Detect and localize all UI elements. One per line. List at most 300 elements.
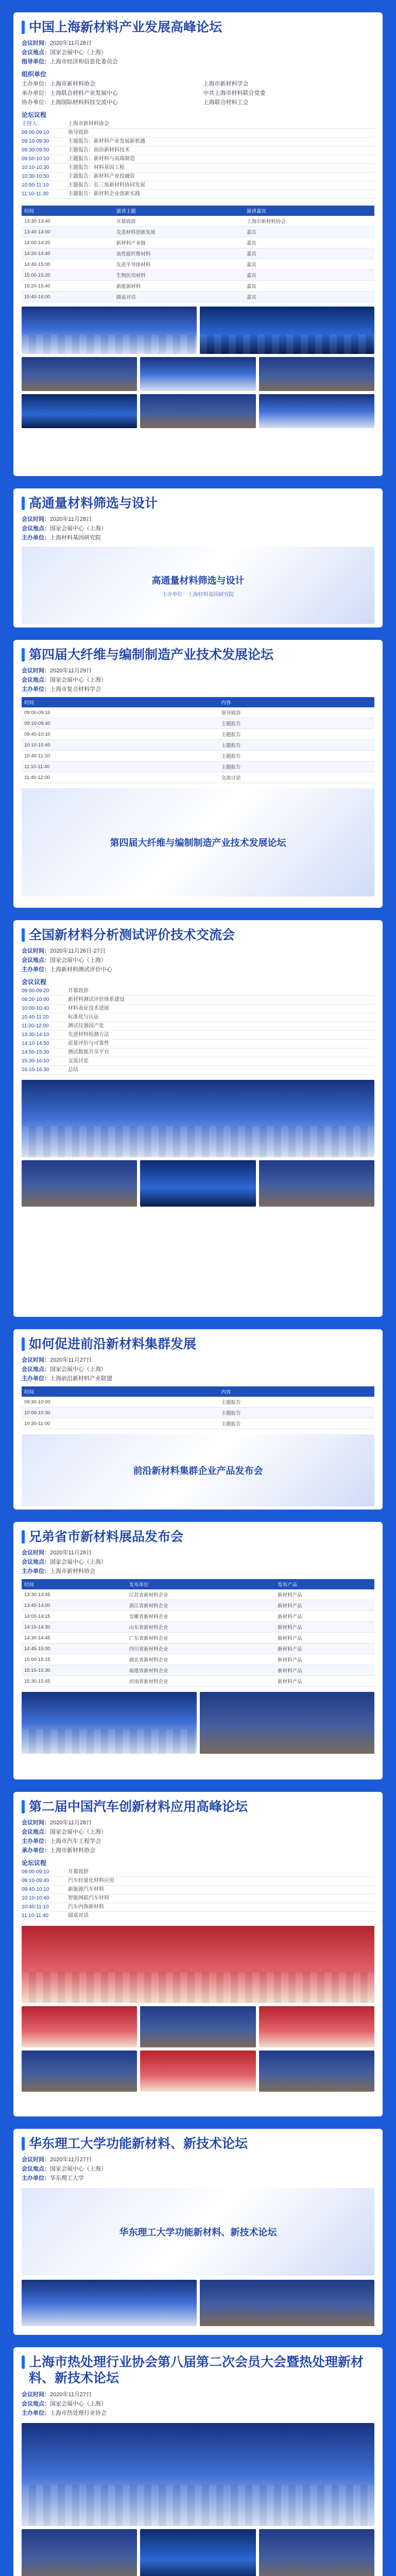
meta-row xyxy=(22,685,374,694)
table-cell: 安徽省新材料企业 xyxy=(127,1611,275,1622)
meta-value: 国家会展中心（上海） xyxy=(50,1559,107,1566)
photo-grid xyxy=(22,307,374,354)
table-row xyxy=(22,216,374,227)
table-cell: 10:10-10:40 xyxy=(22,740,219,751)
agenda-row xyxy=(22,190,374,199)
table-row xyxy=(22,1643,374,1654)
agenda-row xyxy=(22,164,374,173)
organizers-heading: 组织单位 xyxy=(22,71,47,78)
table-cell: 新材料产品 xyxy=(275,1643,374,1654)
agenda-row xyxy=(22,996,374,1005)
table-cell: 嘉宾 xyxy=(244,270,374,281)
event-photo xyxy=(22,1926,374,2003)
table-row xyxy=(22,238,374,248)
table-cell: 13:40-14:00 xyxy=(22,227,114,238)
section-forum-6 xyxy=(13,1522,383,1780)
table-header-cell: 内容 xyxy=(219,1386,375,1397)
organizer-line: 承办单位：上海联合材料产业发展中心 xyxy=(22,90,118,97)
table-cell: 14:00-14:15 xyxy=(22,1611,127,1622)
event-photo xyxy=(140,2050,255,2092)
agenda-item: 主题报告：新材料企业创新实践 xyxy=(68,191,140,197)
meta-value: 2020年11月27日 xyxy=(50,2391,92,2398)
table-cell: 15:00-15:20 xyxy=(22,270,114,281)
agenda-time: 15:30-16:10 xyxy=(22,1058,49,1064)
agenda-row xyxy=(22,1005,374,1013)
meta-block xyxy=(22,1548,374,1576)
title-bar-icon xyxy=(22,2355,25,2369)
photo-grid xyxy=(22,1160,374,1207)
table-row xyxy=(22,1418,374,1429)
meta-value: 2020年11月29日 xyxy=(50,668,92,674)
agenda-item: 主题报告：前沿新材料技术 xyxy=(68,147,130,154)
table-cell: 主题报告 xyxy=(219,751,375,761)
table-header-cell: 发布单位 xyxy=(127,1579,275,1589)
meta-row xyxy=(22,57,374,66)
meta-row xyxy=(22,1827,374,1837)
agenda-row xyxy=(22,987,374,996)
table-row xyxy=(22,718,374,729)
table-cell: 13:30-13:45 xyxy=(22,1589,127,1600)
meta-label: 会议时间： xyxy=(22,668,50,674)
agenda-row xyxy=(22,1912,374,1921)
table-cell: 开幕致辞 xyxy=(114,216,244,227)
table-cell: 15:30-15:45 xyxy=(22,1676,127,1687)
table-cell: 09:40-10:10 xyxy=(22,729,219,740)
agenda-row xyxy=(22,1894,374,1903)
agenda-item: 材料表征技术进展 xyxy=(68,1006,109,1012)
table-cell: 新能源材料 xyxy=(114,281,244,292)
agenda-heading: 论坛议程 xyxy=(22,111,47,119)
section-forum-8 xyxy=(13,2129,383,2335)
agenda-row xyxy=(22,1031,374,1040)
meta-value: 上海前沿新材料产业联盟 xyxy=(50,1376,112,1382)
table-cell: 四川省新材料企业 xyxy=(127,1643,275,1654)
meta-value: 国家会展中心（上海） xyxy=(50,49,107,56)
event-photo xyxy=(22,2529,137,2576)
meta-label: 主办单位： xyxy=(22,967,50,973)
table-cell: 生物医用材料 xyxy=(114,270,244,281)
meta-label: 会议时间： xyxy=(22,1820,50,1826)
meta-label: 主办单位： xyxy=(22,1838,50,1845)
agenda-time: 10:50-11:10 xyxy=(22,182,49,189)
table-cell: 新材料产业链 xyxy=(114,238,244,248)
meta-row xyxy=(22,39,374,48)
meta-label: 主办单位： xyxy=(22,2175,50,2182)
meta-row xyxy=(22,675,374,685)
event-photo xyxy=(22,1080,374,1157)
meta-value: 上海新材料测试评价中心 xyxy=(50,967,112,973)
table-header-cell: 时间 xyxy=(22,206,114,216)
banner-title: 华东理工大学功能新材料、新技术论坛 xyxy=(119,2227,277,2238)
table-cell: 嘉宾 xyxy=(244,227,374,238)
agenda-row xyxy=(22,1868,374,1877)
meta-row xyxy=(22,2164,374,2174)
section-title xyxy=(22,2354,374,2387)
meta-value: 上海市汽车工程学会 xyxy=(50,1838,101,1845)
meta-label: 主办单位： xyxy=(22,1568,50,1575)
meta-row xyxy=(22,524,374,533)
agenda-item: 测试仪器国产化 xyxy=(68,1023,104,1029)
meta-row xyxy=(22,965,374,974)
agenda-time: 11:10-11:30 xyxy=(22,191,48,197)
meta-value: 上海市新材料协会 xyxy=(50,1568,95,1575)
agenda-time: 09:20-10:00 xyxy=(22,997,49,1003)
agenda-row xyxy=(22,1877,374,1886)
section-title xyxy=(22,20,374,36)
meta-value: 国家会展中心（上海） xyxy=(50,957,107,964)
event-photo xyxy=(140,357,255,391)
agenda-item: 交流讨论 xyxy=(68,1058,89,1064)
event-photo xyxy=(259,357,374,391)
agenda-item: 质量评价与可靠性 xyxy=(68,1041,109,1047)
meta-label: 主办单位： xyxy=(22,1376,50,1382)
table-row xyxy=(22,1676,374,1687)
event-photo xyxy=(140,394,255,428)
photo-grid xyxy=(22,357,374,428)
table-cell: 高性能纤维材料 xyxy=(114,248,244,259)
event-photo xyxy=(22,2423,374,2526)
title-bar-icon xyxy=(22,648,25,662)
meta-block xyxy=(22,515,374,543)
meta-value: 2020年11月27日 xyxy=(50,1357,92,1364)
meta-row xyxy=(22,2399,374,2409)
table-row xyxy=(22,270,374,281)
agenda-time: 10:30-10:50 xyxy=(22,174,49,180)
event-photo xyxy=(140,1160,255,1207)
agenda-row xyxy=(22,155,374,164)
table-row xyxy=(22,751,374,761)
table-row xyxy=(22,1589,374,1600)
agenda-item: 测试数据共享平台 xyxy=(68,1049,109,1056)
agenda-item: 汽车内饰新材料 xyxy=(68,1904,104,1910)
meta-value: 2020年11月28日 xyxy=(50,1550,92,1556)
meta-label: 会议地点： xyxy=(22,526,50,532)
meta-row xyxy=(22,1567,374,1576)
table-row xyxy=(22,1622,374,1633)
meta-label: 会议时间： xyxy=(22,516,50,523)
event-photo xyxy=(259,2050,374,2092)
table-header-cell: 演讲嘉宾 xyxy=(244,206,374,216)
meta-row xyxy=(22,946,374,956)
table-cell: 15:00-15:15 xyxy=(22,1654,127,1665)
table-row xyxy=(22,1600,374,1611)
agenda-item: 主题报告：长三角新材料协同发展 xyxy=(68,182,145,189)
agenda-time: 10:40-11:20 xyxy=(22,1014,49,1021)
table-cell: 交流讨论 xyxy=(219,772,375,783)
agenda-time: 14:10-14:50 xyxy=(22,1041,49,1047)
meta-block xyxy=(22,1818,374,1855)
banner-title: 前沿新材料集群企业产品发布会 xyxy=(133,1466,263,1477)
table-cell: 新材料产品 xyxy=(275,1611,374,1622)
meta-value: 国家会展中心（上海） xyxy=(50,1366,107,1373)
agenda-time: 09:40-10:10 xyxy=(22,1887,49,1893)
table-header-cell: 演讲主题 xyxy=(114,206,244,216)
agenda-item: 总结 xyxy=(68,1067,78,1073)
organizer-line: 上海联合材料工会 xyxy=(203,99,249,106)
event-photo xyxy=(22,2050,137,2092)
table-row xyxy=(22,761,374,772)
meta-row xyxy=(22,1374,374,1383)
table-cell: 新材料产品 xyxy=(275,1633,374,1643)
meta-row xyxy=(22,1548,374,1557)
table-cell: 先进半导体材料 xyxy=(114,259,244,270)
event-photo xyxy=(259,1160,374,1207)
agenda-heading: 会议议程 xyxy=(22,978,47,986)
table-row xyxy=(22,772,374,783)
meta-row xyxy=(22,956,374,965)
meta-row xyxy=(22,533,374,543)
table-row xyxy=(22,259,374,270)
agenda-row xyxy=(22,129,374,138)
event-photo xyxy=(259,2529,374,2576)
event-photo xyxy=(259,2006,374,2047)
section-title-text: 华东理工大学功能新材料、新技术论坛 xyxy=(29,2137,248,2151)
agenda-row xyxy=(22,1903,374,1912)
table-row xyxy=(22,707,374,718)
table-cell: 11:40-12:00 xyxy=(22,772,219,783)
table-cell: 09:00-09:10 xyxy=(22,707,219,718)
table-cell: 主题报告 xyxy=(219,718,375,729)
agenda-item: 汽车轻量化材料应用 xyxy=(68,1878,114,1884)
organizer-line: 协办单位：上海国际材料科技交流中心 xyxy=(22,99,118,106)
agenda-item: 圆桌对话 xyxy=(68,1913,89,1919)
meta-label: 指导单位： xyxy=(22,59,50,65)
table-cell: 15:40-16:00 xyxy=(22,292,114,302)
agenda-list xyxy=(22,987,374,1075)
table-cell: 09:30-10:00 xyxy=(22,1397,219,1408)
table-cell: 14:00-14:20 xyxy=(22,238,114,248)
table-cell: 14:40-15:00 xyxy=(22,259,114,270)
meta-row xyxy=(22,1837,374,1846)
agenda-item: 主题报告：新材料与高端制造 xyxy=(68,156,135,162)
table-header-row xyxy=(22,1579,374,1589)
table-body xyxy=(22,707,374,783)
agenda-row xyxy=(22,1057,374,1066)
meta-label: 会议地点： xyxy=(22,1559,50,1566)
agenda-row xyxy=(22,1048,374,1057)
table-cell: 江苏省新材料企业 xyxy=(127,1589,275,1600)
table-header-cell: 时间 xyxy=(22,1579,127,1589)
table-header-row xyxy=(22,206,374,216)
event-photo xyxy=(22,2006,137,2047)
section-title xyxy=(22,647,374,663)
meta-row xyxy=(22,2409,374,2418)
meta-value: 国家会展中心（上海） xyxy=(50,2166,107,2173)
event-photo xyxy=(22,307,197,354)
title-bar-icon xyxy=(22,1337,25,1351)
agenda-item: 新材料测试评价体系建设 xyxy=(68,997,125,1003)
meta-label: 承办单位： xyxy=(22,1848,50,1854)
table-body xyxy=(22,216,374,302)
agenda-row xyxy=(22,1886,374,1894)
meta-value: 华东理工大学 xyxy=(50,2175,84,2182)
meta-value: 上海市复合材料学会 xyxy=(50,686,101,693)
table-header-cell: 发布产品 xyxy=(275,1579,374,1589)
agenda-list xyxy=(22,1868,374,1921)
agenda-time: 09:50-10:10 xyxy=(22,156,49,162)
table-cell: 13:30-13:40 xyxy=(22,216,114,227)
banner-title: 高通量材料筛选与设计 xyxy=(151,575,245,586)
event-photo xyxy=(200,1692,375,1754)
table-cell: 14:45-15:00 xyxy=(22,1643,127,1654)
banner-title: 第四届大纤维与编制制造产业技术发展论坛 xyxy=(110,838,286,849)
agenda-row xyxy=(22,138,374,146)
photo-grid xyxy=(22,2006,374,2092)
organizer-line: 上海市新材料学会 xyxy=(203,81,249,88)
title-bar-icon xyxy=(22,497,25,510)
table-cell: 14:20-14:40 xyxy=(22,248,114,259)
table-header-cell: 内容 xyxy=(219,697,375,707)
forum-banner xyxy=(22,1434,374,1506)
agenda-item: 智能网联汽车材料 xyxy=(68,1895,109,1902)
meta-row xyxy=(22,1355,374,1365)
meta-row xyxy=(22,1365,374,1374)
organizers-left xyxy=(22,79,193,107)
meta-value: 2020年11月27日 xyxy=(50,2157,92,2163)
meta-label: 会议时间： xyxy=(22,948,50,955)
meta-block xyxy=(22,2390,374,2418)
table-row xyxy=(22,281,374,292)
meta-block xyxy=(22,946,374,974)
meta-value: 上海市新材料协会 xyxy=(50,1848,95,1854)
agenda-time: 10:40-11:10 xyxy=(22,1904,49,1910)
event-photo xyxy=(22,2280,197,2326)
table-cell: 福建省新材料企业 xyxy=(127,1665,275,1676)
section-forum-5 xyxy=(13,1329,383,1510)
section-title xyxy=(22,2136,374,2152)
table-row xyxy=(22,1397,374,1408)
agenda-time: 09:00-09:10 xyxy=(22,1869,49,1875)
table-cell: 主题报告 xyxy=(219,1418,375,1429)
meta-row xyxy=(22,2174,374,2183)
table-row xyxy=(22,1611,374,1622)
photo-grid xyxy=(22,2280,374,2326)
table-cell: 主题报告 xyxy=(219,1397,375,1408)
schedule-table xyxy=(22,697,374,783)
table-row xyxy=(22,729,374,740)
agenda-time: 16:10-16:30 xyxy=(22,1067,49,1073)
meta-label: 会议时间： xyxy=(22,1550,50,1556)
section-forum-9 xyxy=(13,2347,383,2576)
table-cell: 10:40-11:10 xyxy=(22,751,219,761)
section-title xyxy=(22,1336,374,1352)
meta-row xyxy=(22,2390,374,2399)
table-cell: 11:10-11:40 xyxy=(22,761,219,772)
agenda-list xyxy=(22,120,374,199)
meta-label: 会议时间： xyxy=(22,40,50,47)
meta-row xyxy=(22,1818,374,1827)
section-title-text: 上海市热处理行业协会第八届第二次会员大会暨热处理新材料、新技术论坛 xyxy=(29,2355,364,2386)
event-photo xyxy=(200,2280,375,2326)
table-cell: 河南省新材料企业 xyxy=(127,1676,275,1687)
banner-subtitle: 主办单位：上海材料基因研究院 xyxy=(162,591,234,598)
agenda-time: 09:10-09:30 xyxy=(22,139,49,145)
table-cell: 嘉宾 xyxy=(244,238,374,248)
table-cell: 14:30-14:45 xyxy=(22,1633,127,1643)
table-header-cell: 时间 xyxy=(22,1386,219,1397)
table-cell: 10:30-11:00 xyxy=(22,1418,219,1429)
table-cell: 浙江省新材料企业 xyxy=(127,1600,275,1611)
table-header-row xyxy=(22,697,374,707)
agenda-item: 开幕致辞 xyxy=(68,1869,89,1875)
table-cell: 嘉宾 xyxy=(244,281,374,292)
meta-value: 国家会展中心（上海） xyxy=(50,526,107,532)
table-cell: 嘉宾 xyxy=(244,259,374,270)
meta-row xyxy=(22,2155,374,2164)
event-photo xyxy=(200,307,375,354)
meta-value: 国家会展中心（上海） xyxy=(50,677,107,684)
agenda-time: 09:00-09:20 xyxy=(22,988,49,994)
table-row xyxy=(22,1654,374,1665)
meta-row xyxy=(22,1557,374,1567)
agenda-row xyxy=(22,146,374,155)
meta-label: 会议时间： xyxy=(22,1357,50,1364)
table-row xyxy=(22,227,374,238)
agenda-time: 10:00-10:40 xyxy=(22,1006,49,1012)
photo-grid xyxy=(22,1692,374,1754)
event-photo xyxy=(259,394,374,428)
agenda-row xyxy=(22,120,374,129)
table-cell: 新材料产品 xyxy=(275,1665,374,1676)
table-row xyxy=(22,740,374,751)
event-photo xyxy=(22,357,137,391)
table-cell: 上海市新材料协会 xyxy=(244,216,374,227)
agenda-time: 14:50-15:30 xyxy=(22,1049,49,1056)
section-title-text: 全国新材料分析测试评价技术交流会 xyxy=(29,928,235,942)
schedule-table xyxy=(22,1579,374,1687)
table-cell: 14:15-14:30 xyxy=(22,1622,127,1633)
section-title-text: 高通量材料筛选与设计 xyxy=(29,496,158,511)
table-cell: 新材料产品 xyxy=(275,1654,374,1665)
section-title xyxy=(22,496,374,512)
agenda-heading: 论坛议程 xyxy=(22,1859,47,1867)
meta-row xyxy=(22,515,374,524)
agenda-item: 上海市新材料协会 xyxy=(68,121,109,127)
table-header-cell: 时间 xyxy=(22,697,219,707)
table-cell: 新材料产品 xyxy=(275,1676,374,1687)
forum-banner xyxy=(22,547,374,624)
agenda-row xyxy=(22,1022,374,1031)
meta-value: 2020年11月26日-27日 xyxy=(50,948,106,955)
section-title xyxy=(22,1529,374,1545)
meta-label: 会议地点： xyxy=(22,49,50,56)
meta-block xyxy=(22,39,374,66)
agenda-time: 09:00-09:10 xyxy=(22,130,49,136)
table-cell: 领导致辞 xyxy=(219,707,375,718)
section-title xyxy=(22,1799,374,1815)
schedule-table xyxy=(22,206,374,302)
agenda-row xyxy=(22,1040,374,1048)
table-row xyxy=(22,1633,374,1643)
agenda-item: 领导致辞 xyxy=(68,130,89,136)
title-bar-icon xyxy=(22,928,25,942)
table-row xyxy=(22,1665,374,1676)
meta-value: 上海市热处理行业协会 xyxy=(50,2410,107,2416)
organizer-line: 主办单位：上海市新材料协会 xyxy=(22,81,95,88)
table-cell: 15:20-15:40 xyxy=(22,281,114,292)
section-title-text: 如何促进前沿新材料集群发展 xyxy=(29,1337,197,1351)
section-title-text: 中国上海新材料产业发展高峰论坛 xyxy=(29,20,222,35)
agenda-row xyxy=(22,181,374,190)
table-cell: 广东省新材料企业 xyxy=(127,1633,275,1643)
meta-label: 会议地点： xyxy=(22,2400,50,2407)
agenda-time: 09:30-09:50 xyxy=(22,147,49,154)
meta-label: 会议地点： xyxy=(22,677,50,684)
agenda-row xyxy=(22,173,374,181)
meta-label: 主办单位： xyxy=(22,686,50,693)
event-photo xyxy=(140,2529,255,2576)
table-body xyxy=(22,1397,374,1429)
